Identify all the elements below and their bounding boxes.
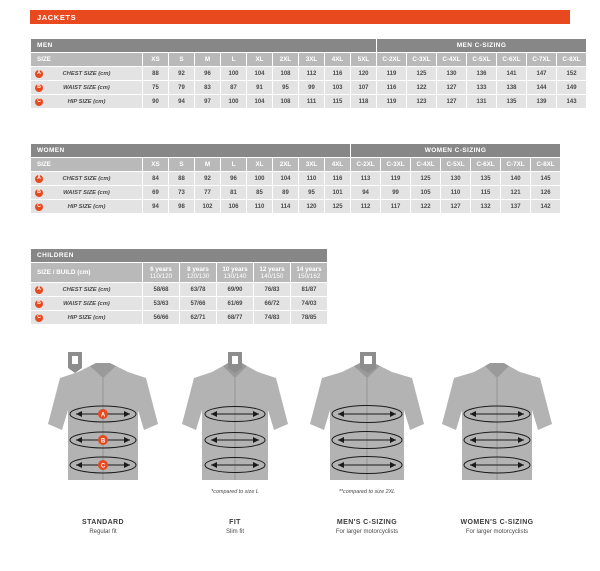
cell: 138 <box>497 81 527 95</box>
children-row-hip-text: HIP SIZE (cm) <box>67 314 106 321</box>
children-size-table <box>30 248 328 325</box>
cell: 108 <box>273 67 299 81</box>
cell: 81/87 <box>291 283 328 297</box>
cell: 107 <box>351 81 377 95</box>
jacket-illustration-womens-csizing <box>432 352 562 487</box>
figure-mens-csizing-title: MEN'S C-SIZING <box>336 519 398 526</box>
cell: 117 <box>381 200 411 214</box>
cell: 96 <box>221 172 247 186</box>
table-row <box>31 200 587 214</box>
men-col-5xl: 5XL <box>351 53 377 67</box>
cell: 69/90 <box>217 283 254 297</box>
men-section-header-row <box>31 39 587 53</box>
men-col-c2xl: C-2XL <box>377 53 407 67</box>
children-col-6y-build: 110/120 <box>149 272 173 280</box>
men-col-c6xl: C-6XL <box>497 53 527 67</box>
children-column-header-row <box>31 263 328 283</box>
cell: 118 <box>351 95 377 109</box>
spacer <box>561 186 587 200</box>
cell: 85 <box>247 186 273 200</box>
men-csizing-label: MEN C-SIZING <box>377 39 587 53</box>
figure-fit <box>170 352 300 552</box>
women-col-m: M <box>195 158 221 172</box>
men-col-2xl: 2XL <box>273 53 299 67</box>
cell: 116 <box>325 172 351 186</box>
cell: 141 <box>497 67 527 81</box>
cell: 66/72 <box>254 297 291 311</box>
cell: 104 <box>247 67 273 81</box>
women-section-label: WOMEN <box>31 144 351 158</box>
cell: 79 <box>169 81 195 95</box>
cell: 120 <box>299 200 325 214</box>
cell: 119 <box>377 95 407 109</box>
cell: 133 <box>467 81 497 95</box>
cell: 83 <box>195 81 221 95</box>
cell: 88 <box>169 172 195 186</box>
cell: 69 <box>143 186 169 200</box>
cell: 115 <box>325 95 351 109</box>
cell: 147 <box>527 67 557 81</box>
figure-womens-csizing-title: WOMEN'S C-SIZING <box>460 519 534 526</box>
cell: 132 <box>471 200 501 214</box>
cell: 76/83 <box>254 283 291 297</box>
women-row-waist-label <box>31 186 143 200</box>
cell: 95 <box>299 186 325 200</box>
table-row <box>31 67 587 81</box>
badge-a-icon: A <box>35 175 43 183</box>
cell: 68/77 <box>217 311 254 325</box>
cell: 92 <box>195 172 221 186</box>
svg-text:A: A <box>100 412 106 419</box>
table-row <box>31 172 587 186</box>
figure-standard-subtitle: Regular fit <box>89 529 117 535</box>
table-row <box>31 81 587 95</box>
children-row-chest-text: CHEST SIZE (cm) <box>62 286 111 293</box>
cell: 123 <box>407 95 437 109</box>
children-col-12y-build: 140/150 <box>260 272 284 280</box>
cell: 104 <box>273 172 299 186</box>
men-col-xs: XS <box>143 53 169 67</box>
figure-fit-title: FIT <box>229 519 241 526</box>
badge-a-icon: A <box>35 70 43 78</box>
spacer <box>561 172 587 186</box>
cell: 135 <box>471 172 501 186</box>
women-row-hip-text: HIP SIZE (cm) <box>67 203 106 210</box>
figure-fit-subtitle: Slim fit <box>226 529 244 535</box>
men-col-4xl: 4XL <box>325 53 351 67</box>
cell: 140 <box>501 172 531 186</box>
children-col-10y-build: 130/140 <box>223 272 247 280</box>
cell: 152 <box>557 67 587 81</box>
fit-illustrations <box>30 352 570 552</box>
children-col-8y <box>180 263 217 283</box>
badge-b-icon: B <box>35 300 43 308</box>
jacket-illustration-mens-csizing <box>302 352 432 487</box>
figure-standard-title: STANDARD <box>82 519 124 526</box>
children-col-10y <box>217 263 254 283</box>
cell: 142 <box>531 200 561 214</box>
table-row <box>31 95 587 109</box>
svg-text:C: C <box>100 463 106 470</box>
men-row-chest-text: CHEST SIZE (cm) <box>62 70 111 77</box>
children-row-waist-text: WAIST SIZE (cm) <box>63 300 110 307</box>
figure-mens-csizing-subtitle: For larger motorcyclists <box>335 529 399 535</box>
cell: 127 <box>441 200 471 214</box>
children-col-8y-age: 8 years <box>187 265 209 273</box>
cell: 78/85 <box>291 311 328 325</box>
cell: 127 <box>437 81 467 95</box>
page-title: JACKETS <box>30 10 570 24</box>
cell: 125 <box>325 200 351 214</box>
children-section-header-row <box>31 249 328 263</box>
men-col-c4xl: C-4XL <box>437 53 467 67</box>
cell: 112 <box>299 67 325 81</box>
men-col-l: L <box>221 53 247 67</box>
men-section-label: MEN <box>31 39 377 53</box>
women-column-header-row <box>31 158 587 172</box>
men-row-waist-text: WAIST SIZE (cm) <box>63 84 110 91</box>
children-col-10y-age: 10 years <box>222 265 248 273</box>
figure-womens-csizing-subtitle: For larger motorcyclists <box>465 529 529 535</box>
cell: 56/66 <box>143 311 180 325</box>
cell: 62/71 <box>180 311 217 325</box>
women-col-c5xl: C-5XL <box>441 158 471 172</box>
cell: 116 <box>325 67 351 81</box>
men-col-s: S <box>169 53 195 67</box>
cell: 98 <box>169 200 195 214</box>
cell: 94 <box>143 200 169 214</box>
children-col-14y-build: 150/162 <box>297 272 321 280</box>
women-col-4xl: 4XL <box>325 158 351 172</box>
cell: 105 <box>411 186 441 200</box>
women-row-chest-label <box>31 172 143 186</box>
cell: 131 <box>467 95 497 109</box>
cell: 115 <box>471 186 501 200</box>
spacer <box>561 144 587 158</box>
cell: 61/69 <box>217 297 254 311</box>
children-col-14y-age: 14 years <box>296 265 322 273</box>
cell: 119 <box>381 172 411 186</box>
women-col-c7xl: C-7XL <box>501 158 531 172</box>
cell: 73 <box>169 186 195 200</box>
men-col-c3xl: C-3XL <box>407 53 437 67</box>
cell: 75 <box>143 81 169 95</box>
children-col-14y <box>291 263 328 283</box>
children-col-12y-age: 12 years <box>259 265 285 273</box>
figure-standard <box>38 352 168 552</box>
cell: 95 <box>273 81 299 95</box>
cell: 125 <box>411 172 441 186</box>
men-row-hip-label <box>31 95 143 109</box>
jacket-illustration-fit <box>170 352 300 487</box>
cell: 94 <box>351 186 381 200</box>
children-col-12y <box>254 263 291 283</box>
cell: 127 <box>437 95 467 109</box>
cell: 122 <box>407 81 437 95</box>
cell: 94 <box>169 95 195 109</box>
women-row-waist-text: WAIST SIZE (cm) <box>63 189 110 196</box>
cell: 112 <box>351 200 381 214</box>
cell: 81 <box>221 186 247 200</box>
cell: 63/78 <box>180 283 217 297</box>
women-col-xl: XL <box>247 158 273 172</box>
cell: 84 <box>143 172 169 186</box>
cell: 100 <box>247 172 273 186</box>
men-col-3xl: 3XL <box>299 53 325 67</box>
badge-a-icon: A <box>35 286 43 294</box>
cell: 104 <box>247 95 273 109</box>
cell: 74/03 <box>291 297 328 311</box>
cell: 130 <box>437 67 467 81</box>
cell: 137 <box>501 200 531 214</box>
cell: 88 <box>143 67 169 81</box>
women-col-c6xl: C-6XL <box>471 158 501 172</box>
cell: 74/83 <box>254 311 291 325</box>
women-col-c2xl: C-2XL <box>351 158 381 172</box>
men-column-header-row <box>31 53 587 67</box>
badge-c-icon: C <box>35 203 43 211</box>
cell: 122 <box>411 200 441 214</box>
children-row-chest-label <box>31 283 143 297</box>
badge-b-icon: B <box>35 189 43 197</box>
women-size-table <box>30 143 587 214</box>
cell: 113 <box>351 172 381 186</box>
cell: 145 <box>531 172 561 186</box>
figure-womens-csizing <box>432 352 562 552</box>
children-row-waist-label <box>31 297 143 311</box>
cell: 120 <box>351 67 377 81</box>
cell: 110 <box>299 172 325 186</box>
cell: 135 <box>497 95 527 109</box>
cell: 126 <box>531 186 561 200</box>
figure-mens-csizing <box>302 352 432 552</box>
cell: 87 <box>221 81 247 95</box>
cell: 90 <box>143 95 169 109</box>
women-col-xs: XS <box>143 158 169 172</box>
men-row-chest-label <box>31 67 143 81</box>
cell: 130 <box>441 172 471 186</box>
badge-c-icon: C <box>35 314 43 322</box>
women-row-hip-label <box>31 200 143 214</box>
men-col-m: M <box>195 53 221 67</box>
table-row <box>31 297 328 311</box>
men-size-label: SIZE <box>31 53 143 67</box>
cell: 58/68 <box>143 283 180 297</box>
women-col-s: S <box>169 158 195 172</box>
cell: 96 <box>195 67 221 81</box>
women-csizing-label: WOMEN C-SIZING <box>351 144 561 158</box>
women-row-chest-text: CHEST SIZE (cm) <box>62 175 111 182</box>
cell: 101 <box>325 186 351 200</box>
cell: 103 <box>325 81 351 95</box>
cell: 99 <box>299 81 325 95</box>
men-col-c8xl: C-8XL <box>557 53 587 67</box>
men-row-hip-text: HIP SIZE (cm) <box>67 98 106 105</box>
cell: 136 <box>467 67 497 81</box>
cell: 119 <box>377 67 407 81</box>
cell: 92 <box>169 67 195 81</box>
men-size-table <box>30 38 587 109</box>
table-row <box>31 186 587 200</box>
cell: 121 <box>501 186 531 200</box>
men-col-c7xl: C-7XL <box>527 53 557 67</box>
children-col-6y-age: 6 years <box>150 265 172 273</box>
cell: 77 <box>195 186 221 200</box>
women-col-c3xl: C-3XL <box>381 158 411 172</box>
men-row-waist-label <box>31 81 143 95</box>
cell: 143 <box>557 95 587 109</box>
figure-mens-csizing-note: **compared to size 2XL <box>338 489 396 495</box>
jacket-illustration-standard <box>38 352 168 487</box>
cell: 100 <box>221 95 247 109</box>
cell: 110 <box>441 186 471 200</box>
children-size-label: SIZE / BUILD (cm) <box>31 263 143 283</box>
women-col-3xl: 3XL <box>299 158 325 172</box>
badge-c-icon: C <box>35 98 43 106</box>
children-col-6y <box>143 263 180 283</box>
spacer <box>561 158 587 172</box>
children-row-hip-label <box>31 311 143 325</box>
badge-b-icon: B <box>35 84 43 92</box>
women-col-c4xl: C-4XL <box>411 158 441 172</box>
cell: 125 <box>407 67 437 81</box>
figure-fit-note: *compared to size L <box>211 489 259 495</box>
cell: 100 <box>221 67 247 81</box>
cell: 97 <box>195 95 221 109</box>
women-size-label: SIZE <box>31 158 143 172</box>
table-row <box>31 311 328 325</box>
cell: 149 <box>557 81 587 95</box>
cell: 139 <box>527 95 557 109</box>
children-col-8y-build: 120/130 <box>186 272 210 280</box>
children-section-label: CHILDREN <box>31 249 328 263</box>
cell: 116 <box>377 81 407 95</box>
svg-text:B: B <box>100 438 106 445</box>
cell: 144 <box>527 81 557 95</box>
cell: 114 <box>273 200 299 214</box>
spacer <box>561 200 587 214</box>
table-row <box>31 283 328 297</box>
cell: 91 <box>247 81 273 95</box>
women-col-l: L <box>221 158 247 172</box>
cell: 57/66 <box>180 297 217 311</box>
cell: 102 <box>195 200 221 214</box>
cell: 99 <box>381 186 411 200</box>
cell: 110 <box>247 200 273 214</box>
cell: 53/63 <box>143 297 180 311</box>
cell: 111 <box>299 95 325 109</box>
women-section-header-row <box>31 144 587 158</box>
women-col-c8xl: C-8XL <box>531 158 561 172</box>
cell: 108 <box>273 95 299 109</box>
cell: 89 <box>273 186 299 200</box>
men-col-c5xl: C-5XL <box>467 53 497 67</box>
men-col-xl: XL <box>247 53 273 67</box>
cell: 106 <box>221 200 247 214</box>
women-col-2xl: 2XL <box>273 158 299 172</box>
